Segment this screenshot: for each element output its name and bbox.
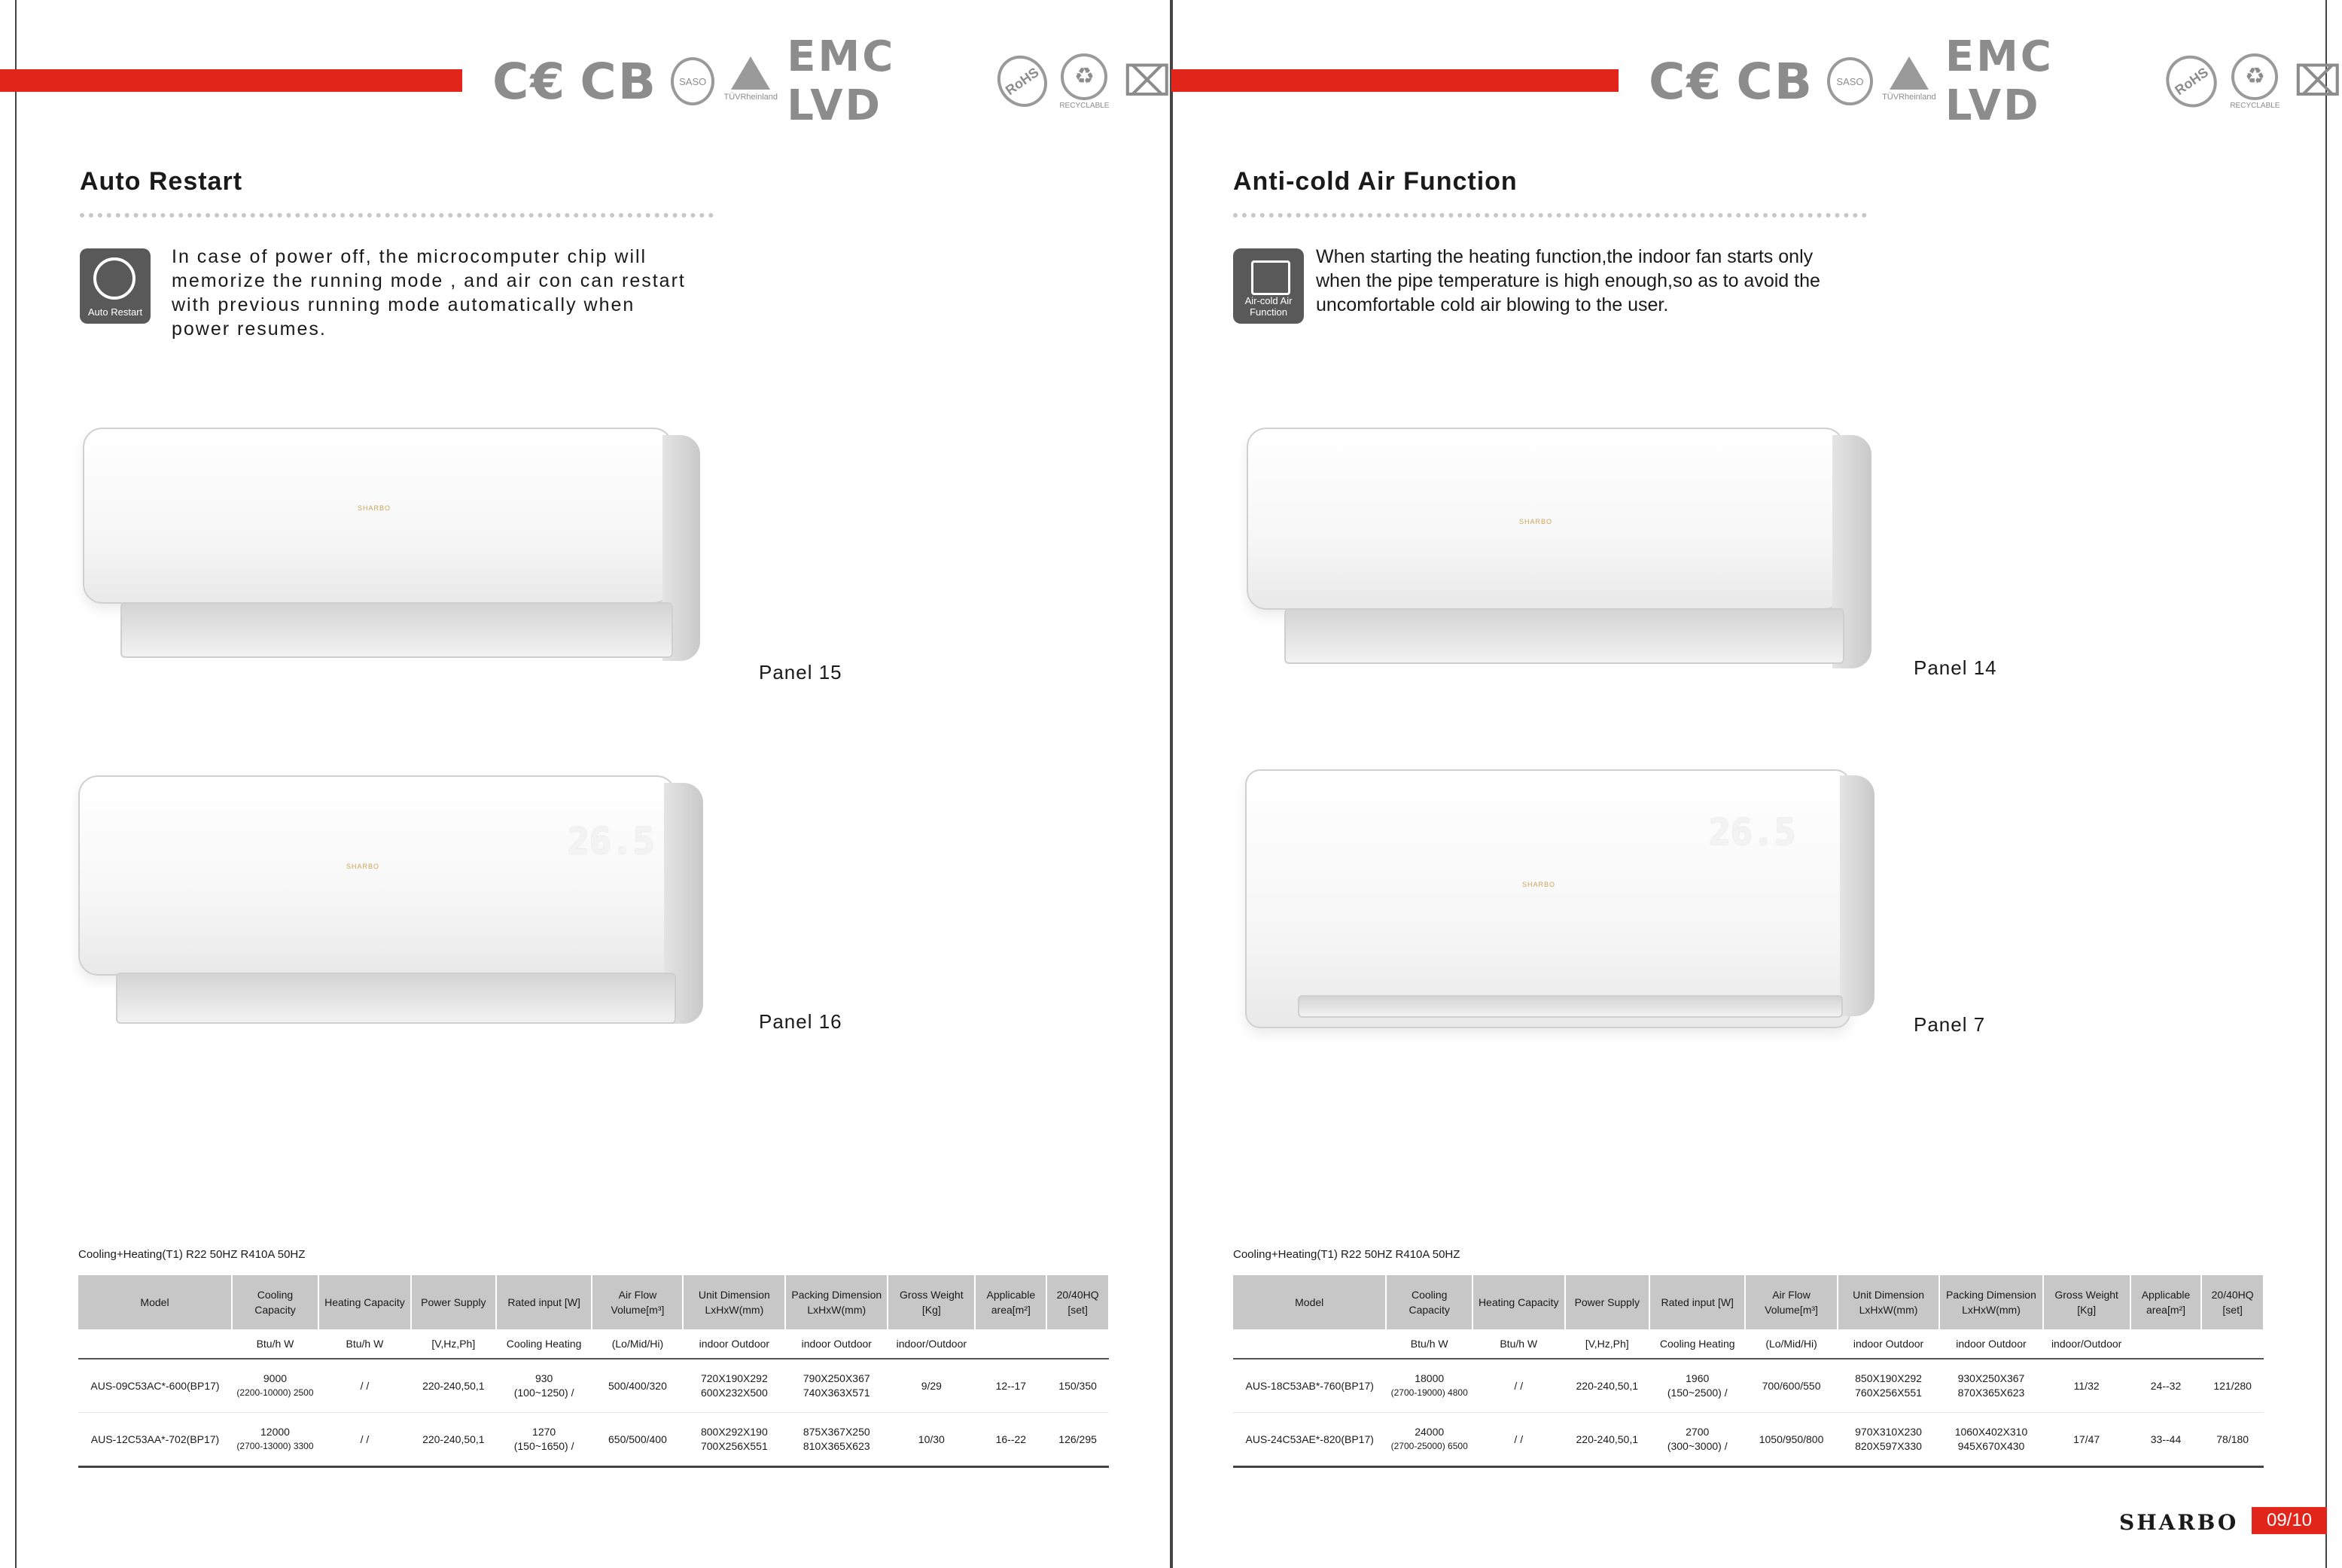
col-header: Rated input [W] [496,1275,592,1329]
col-header: Cooling Capacity [232,1275,318,1329]
spec-table [1233,1275,2264,1468]
col-header: Packing Dimension LxHxW(mm) [785,1275,888,1329]
col-header: Power Supply [411,1275,496,1329]
page-number: 09/10 [2252,1507,2327,1534]
col-header: Cooling Capacity [1386,1275,1473,1329]
col-header: Applicable area[m²] [975,1275,1046,1329]
title-divider [80,213,714,218]
anti-cold-air-icon: Air-cold Air Function [1233,248,1304,324]
model-cell: AUS-24C53AE*-820(BP17) [1233,1413,1386,1467]
rohs-icon: RoHS [2156,45,2228,117]
col-header: Air Flow Volume[m³] [1745,1275,1837,1329]
table-row: AUS-12C53AA*-702(BP17) 12000 (2700-13000) 3300 / / 220-240,50,1 1270 (150~1650) / 650/500/400 800X292X190 700X256X551 875X367X250 810X365X623 10/30 16--22 126/295 [78,1413,1109,1467]
col-header: Model [1233,1275,1386,1329]
col-header: Heating Capacity [318,1275,411,1329]
air-conditioner-image-panel-14: SHARBO [1247,428,1879,677]
col-header: Model [78,1275,232,1329]
units-row: Btu/h W Btu/h W [V,Hz,Ph] Cooling Heating (Lo/Mid/Hi) indoor Outdoor indoor Outdoor indoor/Outdoor [1233,1329,2264,1359]
tuv-icon: TÜVRheinland [1887,56,1932,106]
page-spine [1171,0,1173,1568]
col-header: Power Supply [1565,1275,1650,1329]
rohs-icon: RoHS [987,46,1056,117]
col-header: Unit Dimension LxHxW(mm) [683,1275,785,1329]
table-caption: Cooling+Heating(T1) R22 50HZ R410A 50HZ [1233,1248,1460,1261]
brand-logo: SHARBO [2119,1510,2239,1535]
feature-description: In case of power off, the microcomputer chip will memorize the running mode , and air con can restart with previous running mode automatically when power resumes. [172,246,686,339]
air-conditioner-image-panel-16: SHARBO 26.5 [78,775,708,1031]
air-conditioner-image-panel-15: SHARBO [83,428,708,670]
saso-icon: SASO [1827,57,1873,105]
col-header: Packing Dimension LxHxW(mm) [1939,1275,2042,1329]
section-title: Auto Restart [80,167,243,196]
air-conditioner-image-panel-7: SHARBO 26.5 [1245,769,1887,1034]
col-header: Unit Dimension LxHxW(mm) [1838,1275,1940,1329]
panel-label: Panel 14 [1914,656,1997,679]
panel-label: Panel 7 [1914,1013,1986,1036]
ce-mark-icon: C€ [492,52,567,111]
page-border-left [15,0,17,1568]
ce-mark-icon: C€ [1649,52,1723,111]
cb-mark-icon: CB [1736,52,1814,111]
table-row: AUS-18C53AB*-760(BP17) 18000 (2700-19000) 4800 / / 220-240,50,1 1960 (150~2500) / 700/600/550 850X190X292 760X256X551 930X250X367 870X365X623 11/32 24--32 121/280 [1233,1359,2264,1413]
col-header: Applicable area[m²] [2130,1275,2202,1329]
col-header: 20/40HQ [set] [1046,1275,1109,1329]
col-header: Gross Weight [Kg] [2043,1275,2130,1329]
table-caption: Cooling+Heating(T1) R22 50HZ R410A 50HZ [78,1248,306,1261]
certification-logos [492,32,1171,130]
model-cell: AUS-12C53AA*-702(BP17) [78,1413,232,1467]
table-row: AUS-09C53AC*-600(BP17) 9000 (2200-10000) 2500 / / 220-240,50,1 930 (100~1250) / 500/400/320 720X190X292 600X232X500 790X250X367 740X363X571 9/29 12--17 150/350 [78,1359,1109,1413]
cb-mark-icon: CB [580,52,658,111]
col-header: 20/40HQ [set] [2201,1275,2264,1329]
panel-label: Panel 16 [759,1010,842,1033]
tuv-icon: TÜVRheinland [728,56,773,106]
table-header-row [78,1275,1109,1329]
units-row: Btu/h W Btu/h W [V,Hz,Ph] Cooling Heating (Lo/Mid/Hi) indoor Outdoor indoor Outdoor indoor/Outdoor [78,1329,1109,1359]
recyclable-icon: ♻ RECYCLABLE [1059,53,1109,110]
emc-lvd-mark: EMC LVD [1945,32,2054,130]
emc-lvd-mark: EMC LVD [787,32,896,130]
col-header: Air Flow Volume[m³] [592,1275,683,1329]
saso-icon: SASO [671,57,714,105]
page-border-right [2325,0,2327,1568]
table-row: AUS-24C53AE*-820(BP17) 24000 (2700-25000) 6500 / / 220-240,50,1 2700 (300~3000) / 1050/950/800 970X310X230 820X597X330 1060X402X310 945X670X430 17/47 33--44 78/180 [1233,1413,2264,1467]
col-header: Heating Capacity [1473,1275,1565,1329]
col-header: Rated input [W] [1649,1275,1745,1329]
feature-description: When starting the heating function,the indoor fan starts only when the pipe temperature is high enough,so as to avoid the uncomfortable cold air blowing to the user. [1316,246,1820,315]
model-cell: AUS-09C53AC*-600(BP17) [78,1359,232,1413]
auto-restart-icon: Auto Restart [80,248,151,324]
title-divider [1233,213,1867,218]
model-cell: AUS-18C53AB*-760(BP17) [1233,1359,1386,1413]
weee-bin-icon: ⌧ [2293,57,2342,105]
certification-logos [1649,32,2342,130]
recyclable-icon: ♻ RECYCLABLE [2230,53,2280,110]
spec-table [78,1275,1110,1468]
col-header: Gross Weight [Kg] [888,1275,975,1329]
panel-label: Panel 15 [759,661,842,684]
right-page [1171,0,2342,1568]
header-red-bar [1171,69,1619,92]
table-header-row [1233,1275,2264,1329]
section-title: Anti-cold Air Function [1233,167,1518,196]
header-red-bar [0,69,462,92]
weee-bin-icon: ⌧ [1122,57,1171,105]
